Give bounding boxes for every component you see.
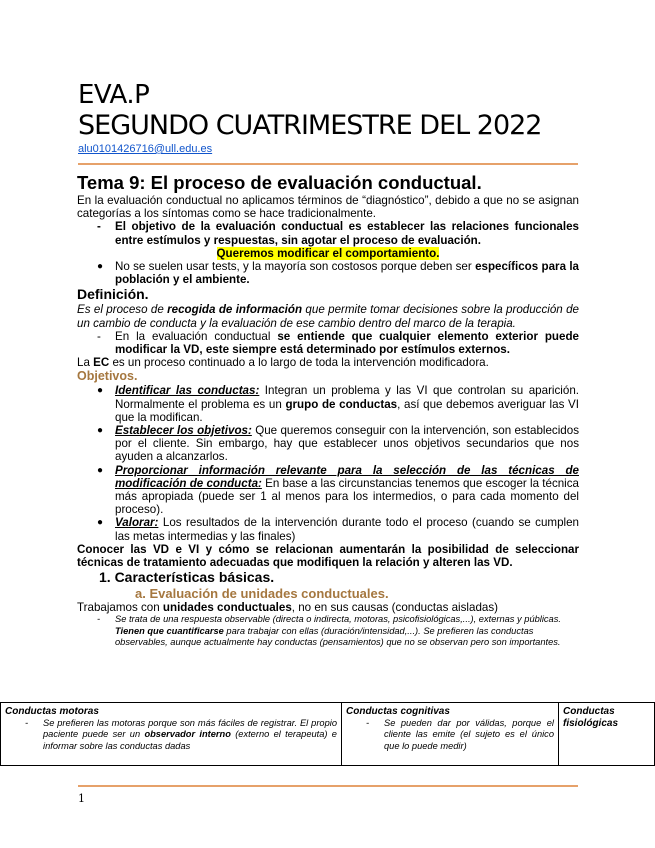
document-header-title: EVA.P: [78, 80, 150, 110]
objective-text: El objetivo de la evaluación conductual es establecer las relaciones funcionales entre estímulos y respuestas, sin agotar el proceso de evaluación.: [115, 220, 579, 247]
objective-dash-item: [77, 220, 579, 246]
bullet-marker: ●: [97, 385, 104, 397]
tests-bold-text: específicos para la población y el ambiente.: [115, 260, 579, 287]
table-row: [1, 703, 655, 766]
objective-label: Identificar las conductas:: [115, 384, 260, 398]
table-cell-physiological: [559, 703, 655, 766]
objective-text-pre: Integran un problema y las VI que controlan su aparición. Normalmente el problema es un: [115, 384, 580, 411]
bullet-marker: ●: [97, 261, 104, 273]
ec-pre: La: [77, 356, 94, 370]
objective-item-provide: [77, 464, 579, 517]
dash-marker: -: [97, 614, 101, 625]
ec-paragraph: [77, 356, 579, 369]
objective-text-pre: Que queremos conseguir con la intervención, son establecidos por el cliente. Sin embargo, hay que establecer unos objetivos secundarios que nos ayuden a alcanzarlos.: [115, 424, 579, 464]
objective-text-bold: grupo de conductas: [285, 397, 398, 411]
definition-item-pre: En la evaluación conductual: [115, 329, 278, 343]
highlight-text: Queremos modificar el comportamiento.: [216, 246, 440, 260]
footer-divider: [78, 785, 578, 787]
objective-label: Proporcionar información relevante para la selección de las técnicas de modificación de conducta:: [115, 463, 579, 490]
definition-heading: Definición.: [77, 286, 149, 303]
table-cell-motor: [1, 703, 342, 766]
header-divider: [78, 163, 578, 165]
basics-paragraph: [77, 601, 579, 614]
objectives-conclusion: Conocer las VD e VI y cómo se relacionan aumentarán la posibilidad de seleccionar técnicas de tratamiento adecuadas que modifiquen la relación y alteren las VD.: [77, 542, 579, 570]
document-body: [77, 172, 579, 649]
objective-label: Establecer los objetivos:: [115, 424, 252, 438]
basics-heading: 1. Características básicas.: [99, 569, 275, 586]
section-title: Tema 9: El proceso de evaluación conductual.: [77, 172, 482, 193]
behavior-types-table: [0, 702, 655, 766]
bullet-marker: ●: [97, 425, 104, 437]
objective-text-pre: Los resultados de la intervención durante todo el proceso (cuando se cumplen las metas intermedias y las finales): [115, 516, 579, 543]
dash-marker: -: [25, 717, 29, 728]
definition-text-post: que permite tomar decisiones sobre la producción de un cambio de conducta y la evaluación de ese cambio dentro del marco de la terapia.: [77, 303, 579, 330]
author-email-link[interactable]: alu0101426716@ull.edu.es: [78, 143, 213, 155]
objective-item-assess: [77, 516, 579, 542]
definition-dash-item: [77, 330, 579, 356]
basics-text-bold: unidades conductuales: [162, 601, 292, 615]
basics-item-bold: Tienen que cuantificarse: [115, 625, 224, 636]
objective-item-establish: [77, 424, 579, 464]
definition-text-pre: Es el proceso de: [77, 303, 168, 317]
table-cell-cognitive: [342, 703, 559, 766]
intro-paragraph: En la evaluación conductual no aplicamos términos de “diagnóstico”, debido a que no se asignan categorías a los síntomas como se hace tradicionalmente.: [77, 194, 579, 221]
table-header-motor: Conductas motoras: [5, 706, 99, 717]
definition-item-bold: se entiende que cualquier elemento exterior puede modificar la VD, este siempre está determinado por estímulos externos.: [115, 329, 579, 357]
table-item-motor: [5, 718, 337, 753]
basics-dash-item: [77, 614, 579, 649]
document-header-subtitle: SEGUNDO CUATRIMESTRE DEL 2022: [78, 110, 542, 141]
tests-text: No se suelen usar tests, y la mayoría son costosos porque deben ser: [115, 260, 476, 274]
basics-text-pre: Trabajamos con: [77, 601, 163, 615]
objective-label: Valorar:: [115, 516, 159, 530]
table-header-cognitive: Conductas cognitivas: [346, 706, 450, 717]
objectives-heading: Objetivos.: [77, 369, 138, 384]
objective-text-pre: En base a las circunstancias tenemos que escoger la técnica más apropiada (puede ser 1 al menos para los intermedios, o para cada momento del proceso).: [115, 476, 580, 517]
tests-bullet-item: [77, 260, 579, 286]
basics-item-post: para trabajar con ellas (duración/intensidad,...). Se prefieren las conductas observables, aunque actualmente hay conductas (pensamientos) que no se observan pero son importantes.: [115, 625, 561, 648]
motor-text-bold: observador interno: [144, 729, 231, 739]
basics-text-post: , no en sus causas (conductas aisladas): [291, 601, 499, 615]
basics-item-pre: Se trata de una respuesta observable (directa o indirecta, motoras, psicofisiológicas,...), externas y públicas.: [115, 614, 561, 625]
basics-subheading: a. Evaluación de unidades conductuales.: [135, 586, 389, 602]
ec-post: es un proceso continuado a lo largo de toda la intervención modificadora.: [109, 356, 489, 370]
definition-paragraph: [77, 303, 579, 329]
table-header-physiological: Conductas fisiológicas: [563, 706, 619, 729]
dash-marker: -: [97, 220, 101, 234]
objective-item-identify: [77, 384, 579, 424]
bullet-marker: ●: [97, 517, 104, 529]
dash-marker: -: [97, 329, 101, 343]
table-item-cognitive: [346, 718, 554, 753]
dash-marker: -: [366, 717, 370, 728]
bullet-marker: ●: [97, 464, 104, 476]
cognitive-text: Se pueden dar por válidas, porque el cliente las emite (el sujeto es el único que lo puede medir): [384, 717, 554, 751]
objective-text-post: , así que debemos averiguar las VI que la modifican.: [115, 397, 579, 424]
page-number: 1: [78, 792, 85, 805]
motor-text-post: (externo el terapeuta) e informar sobre las conductas dadas: [43, 729, 337, 751]
definition-text-bold: recogida de información: [167, 303, 303, 317]
ec-label: EC: [93, 356, 110, 370]
motor-text-pre: Se prefieren las motoras porque son más fáciles de registrar. El propio paciente puede ser un: [43, 717, 337, 739]
highlight-line: [77, 247, 579, 260]
